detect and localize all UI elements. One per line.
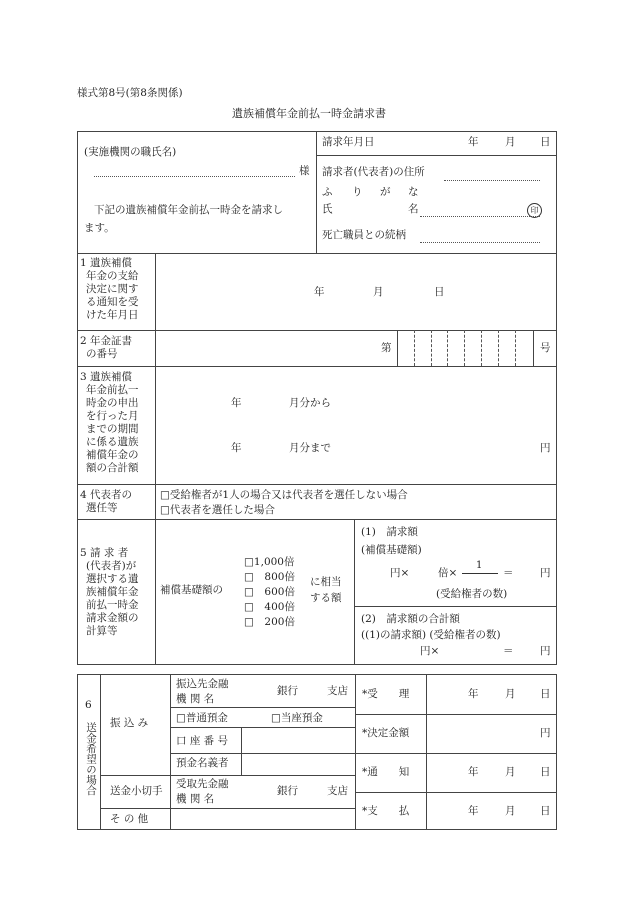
cert-digit-sep [414,330,415,366]
form-title: 遺族補償年金前払一時金請求書 [232,107,386,120]
bank-label-2: 機 関 名 [176,693,215,705]
request-text-2: ます。 [84,222,115,234]
account-number-label: 口 座 番 号 [176,735,229,747]
claim-date-label: 請求年月日 [322,136,375,148]
recv-bank-label-1: 受取先金融 [176,778,229,790]
furigana-ri: り [352,186,363,198]
row1-year: 年 [314,286,325,298]
tsuchi-year: 年 [468,766,479,778]
office-shiharai: *支 払 [362,805,410,817]
r3-from-month: 月分から [289,397,331,409]
row3-label: 3 遺族補償 年金前払一 時金の申出 を行った月 までの期間 に係る遺族 補償年金の 額の合計額 [80,371,139,474]
r3-to-year: 年 [231,442,242,454]
shiharai-day: 日 [540,805,551,817]
row1-month: 月 [373,286,384,298]
cert-go: 号 [540,342,551,354]
office-col-divider [355,674,356,830]
recv-bank-label-2: 機 関 名 [176,793,215,805]
cert-box-left [397,330,398,366]
section-6-label: 送金希望の場合 [85,722,97,796]
r4-option-rep[interactable]: □代表者を選任した場合 [160,504,275,516]
deposit-row-line [170,727,355,728]
deposit-futsu[interactable]: □普通預金 [176,712,228,724]
cert-box-right [533,330,534,366]
row2-label: 2 年金証書 の番号 [80,335,133,360]
furigana-na: な [408,186,419,198]
calc2-eq: ＝ [503,645,514,657]
office-row-line-2 [355,753,557,754]
calc1-count: (受給権者の数) [436,588,508,600]
calc2-yen: 円 [540,645,551,657]
juri-day: 日 [540,688,551,700]
address-line[interactable] [444,180,540,181]
r3-to-month: 月分まで [289,442,331,454]
calc2-title: (2) 請求額の合計額 [361,613,460,625]
row-line-4 [77,484,557,485]
side-col-divider [100,674,101,830]
name-shi: 氏 [322,203,333,215]
top-divider [316,131,317,253]
calc2-formula: ((1)の請求額) (受給権者の数) [361,629,501,641]
field-col-divider [241,727,242,775]
deposit-toza[interactable]: □当座預金 [271,712,323,724]
row1-label: 1 遺族補償 年金の支給 決定に関す る通知を受 けた年月日 [80,257,139,321]
calc1-fraction-bar [462,573,498,574]
furigana-ga: が [380,186,391,198]
sonota-label: そ の 他 [110,813,149,825]
recv-ginko: 銀行 [277,785,298,797]
multiplier-600[interactable]: □ 600倍 [244,586,295,598]
juri-year: 年 [468,688,479,700]
furigana-fu: ふ [322,186,333,198]
r3-from-year: 年 [231,397,242,409]
label-column-divider [155,253,156,665]
multiplier-400[interactable]: □ 400倍 [244,601,295,613]
cert-digit-sep [498,330,499,366]
office-val-divider [426,674,427,830]
base-amount-label: 補償基礎額の [160,584,223,596]
cert-digit-sep [515,330,516,366]
row-line-2 [77,330,557,331]
calc-divider [354,519,355,665]
shiharai-year: 年 [468,805,479,817]
row5-label: 5 請 求 者 (代表者)が 選択する遺 族補償年金 前払一時金 請求金額の 計算等 [80,547,139,637]
cert-digit-sep [481,330,482,366]
section-6-number: 6 [85,699,92,711]
juri-month: 月 [505,688,516,700]
bank-label-1: 振込先金融 [176,678,229,690]
sama-text: 様 [299,165,310,177]
multiplier-800[interactable]: □ 800倍 [244,571,295,583]
calc1-bai-times: 倍× [438,567,458,579]
org-name-line[interactable] [94,176,295,177]
row-line-3 [77,366,557,367]
tsuchi-month: 月 [505,766,516,778]
remittance-table [77,674,557,830]
office-row-line-3 [355,792,557,793]
org-label: (実施機関の職氏名) [84,146,177,158]
office-row-line-1 [355,714,557,715]
tsuchi-day: 日 [540,766,551,778]
calc1-base: (補償基礎額) [361,544,422,556]
method-col-divider [170,674,171,830]
office-tsuchi: *通 知 [362,766,410,778]
row1-day: 日 [434,286,445,298]
top-right-line [316,155,557,156]
claim-day: 日 [540,136,551,148]
kogitte-label: 送金小切手 [110,785,163,797]
request-text-1: 下記の遺族補償年金前払一時金を請求し [94,204,283,216]
claim-year: 年 [468,136,479,148]
row-line-1 [77,253,557,254]
name-line[interactable] [420,216,540,217]
shiharai-month: 月 [505,805,516,817]
calc1-yen-times: 円× [390,567,410,579]
office-kettei: *決定金額 [362,727,410,739]
multiplier-200[interactable]: □ 200倍 [244,616,295,628]
calc1-numerator: 1 [476,560,483,571]
multiplier-1000[interactable]: □1,000倍 [244,556,295,568]
cert-digit-sep [431,330,432,366]
calc1-yen: 円 [540,567,551,579]
r4-option-single[interactable]: □受給権者が1人の場合又は代表者を選任しない場合 [160,489,408,501]
form-number: 様式第8号(第8条関係) [77,87,183,99]
r3-yen: 円 [540,442,551,454]
calc2-yen-times: 円× [420,645,440,657]
office-juri: *受 理 [362,688,410,700]
equiv-text-1: に相当 [310,576,342,588]
name-mei: 名 [408,203,419,215]
furikomi-label: 振 込 み [110,717,149,729]
bank-ginko: 銀行 [277,685,298,697]
row4-label: 4 代表者の 選任等 [80,489,133,514]
relation-line[interactable] [420,242,540,243]
equiv-text-2: する額 [310,592,342,604]
bank-row-line [170,707,355,708]
account-holder-label: 預金名義者 [176,757,229,769]
kogitte-end-line [100,808,355,809]
claim-month: 月 [505,136,516,148]
calc1-eq: ＝ [503,567,514,579]
cert-digit-sep [464,330,465,366]
recv-shiten: 支店 [327,785,348,797]
cert-digit-sep [447,330,448,366]
calc-row-line [354,606,557,607]
kettei-yen: 円 [540,727,551,739]
address-label: 請求者(代表者)の住所 [322,166,425,178]
seal-stamp-icon: 印 [527,203,542,218]
row-line-5 [77,519,557,520]
multiplier-options [244,555,295,630]
furikomi-end-line [100,775,355,776]
relation-label: 死亡職員との続柄 [322,229,406,241]
cert-dai: 第 [381,342,392,354]
bank-shiten: 支店 [327,685,348,697]
calc1-title: (1) 請求額 [361,526,418,538]
account-row-line [170,753,355,754]
